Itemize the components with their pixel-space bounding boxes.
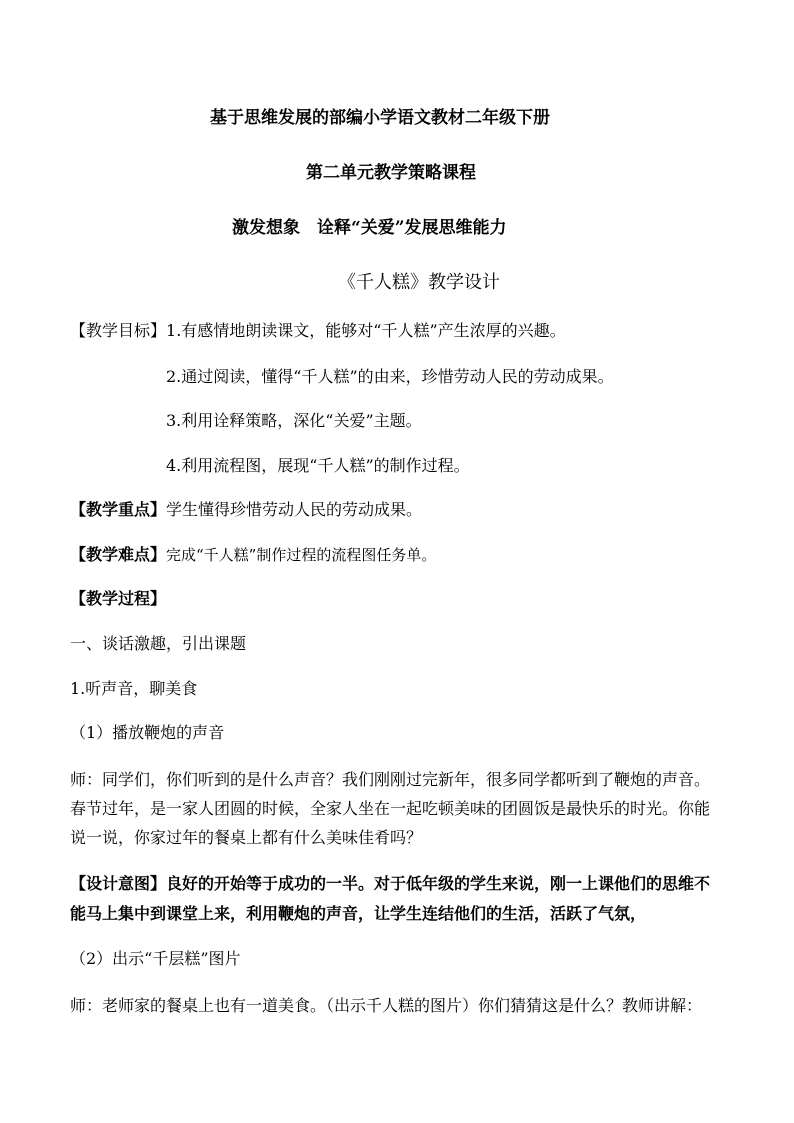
design-intent-line: 【设计意图】良好的开始等于成功的一半。对于低年级的学生来说，刚一上课他们的思维不: [70, 874, 711, 893]
objective-item: 4.利用流程图，展现“千人糕”的制作过程。: [166, 456, 470, 475]
section-heading: 一、谈话激趣，引出课题: [70, 634, 247, 653]
doc-title-line-1: 基于思维发展的部编小学语文教材二年级下册: [210, 108, 550, 128]
doc-title-line-2: 第二单元教学策略课程: [306, 163, 476, 183]
objective-label: 【教学目标】: [70, 321, 167, 340]
paragraph-line: 说一说，你家过年的餐桌上都有什么美味佳肴吗？: [70, 828, 423, 847]
paragraph-line: 师：同学们，你们听到的是什么声音？我们刚刚过完新年，很多同学都听到了鞭炮的声音。: [70, 770, 711, 789]
objective-item: 2.通过阅读，懂得“千人糕”的由来，珍惜劳动人民的劳动成果。: [166, 367, 614, 386]
objective-item: 1.有感情地朗读课文，能够对“千人糕”产生浓厚的兴趣。: [166, 321, 566, 340]
paragraph-line: 春节过年，是一家人团圆的时候，全家人坐在一起吃顿美味的团圆饭是最快乐的时光。你能: [70, 799, 711, 818]
step-heading: （1）播放鞭炮的声音: [70, 723, 225, 742]
doc-subtitle: 《千人糕》教学设计: [338, 272, 500, 293]
key-point-text: 学生懂得珍惜劳动人民的劳动成果。: [166, 500, 423, 519]
doc-title-line-3: 激发想象 诠释“关爱”发展思维能力: [232, 218, 507, 238]
objective-item: 3.利用诠释策略，深化“关爱”主题。: [166, 411, 422, 430]
step-heading: （2）出示“千层糕”图片: [70, 949, 241, 968]
difficulty-label: 【教学难点】: [70, 545, 167, 564]
key-point-label: 【教学重点】: [70, 500, 167, 519]
key-point-row: [70, 499, 422, 521]
difficulty-text: 完成“千人糕”制作过程的流程图任务单。: [166, 546, 437, 564]
objective-row-1: [70, 320, 566, 342]
design-intent-line: 能马上集中到课堂上来，利用鞭炮的声音，让学生连结他们的生活，活跃了气氛，: [70, 904, 647, 923]
difficulty-row: [70, 544, 436, 566]
paragraph-line: 师：老师家的餐桌上也有一道美食。（出示千人糕的图片）你们猜猜这是什么？教师讲解：: [70, 996, 703, 1015]
subsection-heading: 1.听声音，聊美食: [70, 679, 198, 698]
process-heading: 【教学过程】: [70, 589, 167, 608]
